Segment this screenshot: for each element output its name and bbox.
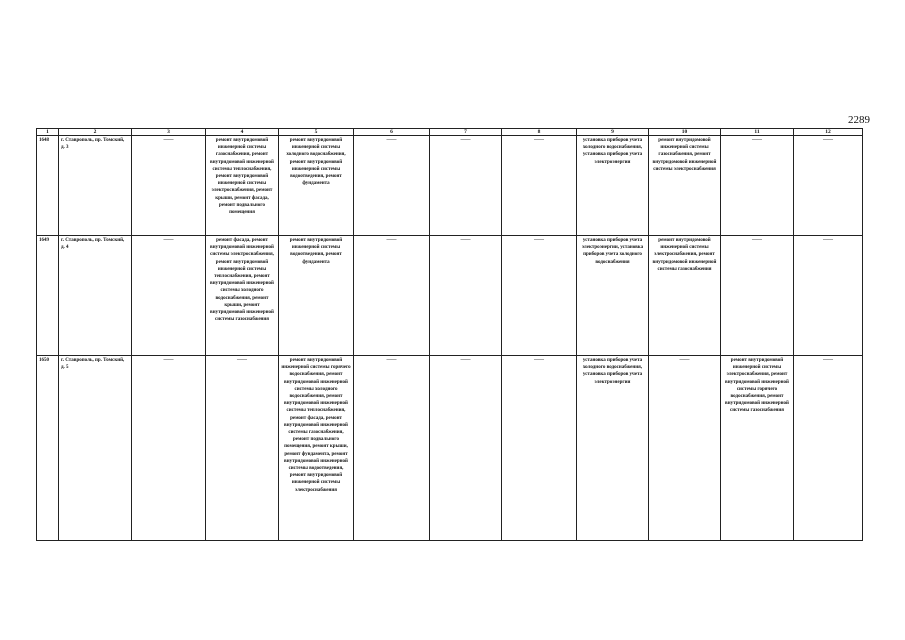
works-cell: ремонт фасада, ремонт внутридомовой инженерной системы электроснабжения, ремонт внутридомовой инженерной системы теплоснабжения, ремонт внутридомовой инженерной системы холодного водоснабжения, ремонт крыши, ремонт внутридомовой инженерной системы газоснабжения (206, 236, 279, 356)
empty-dash-cell: —— (430, 356, 502, 541)
empty-dash-cell: —— (794, 136, 863, 236)
column-header: 5 (279, 129, 354, 136)
table-row (37, 356, 863, 541)
table-row (37, 236, 863, 356)
works-cell: установка приборов учета электроэнергии, установка приборов учета холодного водоснабжения (577, 236, 649, 356)
empty-dash-cell: —— (721, 136, 794, 236)
column-header: 10 (649, 129, 721, 136)
empty-dash-cell: —— (206, 356, 279, 541)
page-number: 2289 (848, 114, 870, 126)
empty-dash-cell: —— (502, 356, 577, 541)
row-number: 1650 (37, 356, 59, 541)
works-cell: ремонт внутридомовой инженерной системы электроснабжения, ремонт внутридомовой инженерной системы газоснабжения (649, 236, 721, 356)
column-header: 4 (206, 129, 279, 136)
works-cell: ремонт внутридомовой инженерной системы холодного водоснабжения, ремонт внутридомовой инженерной системы водоотведения, ремонт фундамента (279, 136, 354, 236)
row-number: 1648 (37, 136, 59, 236)
column-header: 3 (132, 129, 206, 136)
works-cell: ремонт внутридомовой инженерной системы газоснабжения, ремонт внутридомовой инженерной системы теплоснабжения, ремонт внутридомовой инженерной системы электроснабжения, ремонт крыши, ремонт фасада, ремонт подвального помещения (206, 136, 279, 236)
empty-dash-cell: —— (502, 236, 577, 356)
empty-dash-cell: —— (132, 356, 206, 541)
works-cell: ремонт внутридомовой инженерной системы водоотведения, ремонт фундамента (279, 236, 354, 356)
column-header: 8 (502, 129, 577, 136)
empty-dash-cell: —— (132, 136, 206, 236)
empty-dash-cell: —— (649, 356, 721, 541)
empty-dash-cell: —— (430, 136, 502, 236)
address-cell: г. Ставрополь, пр. Томский, д. 4 (59, 236, 132, 356)
empty-dash-cell: —— (354, 356, 430, 541)
column-header: 9 (577, 129, 649, 136)
address-cell: г. Ставрополь, пр. Томский, д. 5 (59, 356, 132, 541)
empty-dash-cell: —— (794, 236, 863, 356)
column-header: 11 (721, 129, 794, 136)
empty-dash-cell: —— (354, 136, 430, 236)
column-header: 2 (59, 129, 132, 136)
works-cell: ремонт внутридомовой инженерной системы электроснабжения, ремонт внутридомовой инженерной системы горячего водоснабжения, ремонт внутридомовой инженерной системы газоснабжения (721, 356, 794, 541)
column-header: 7 (430, 129, 502, 136)
column-number-row (37, 129, 863, 136)
empty-dash-cell: —— (354, 236, 430, 356)
empty-dash-cell: —— (721, 236, 794, 356)
works-cell: ремонт внутридомовой инженерной системы газоснабжения, ремонт внутридомовой инженерной системы электроснабжения (649, 136, 721, 236)
column-header: 6 (354, 129, 430, 136)
column-header: 12 (794, 129, 863, 136)
register-table (36, 128, 863, 541)
empty-dash-cell: —— (430, 236, 502, 356)
works-cell: ремонт внутридомовой инженерной системы горячего водоснабжения, ремонт внутридомовой инженерной системы холодного водоснабжения, ремонт внутридомовой инженерной системы теплоснабжения, ремонт фасада, ремонт внутридомовой инженерной системы газоснабжения, ремонт подвального помещения, ремонт крыши, ремонт фундамента, ремонт внутридомовой инженерной системы водоотведения, ремонт внутридомовой инженерной системы электроснабжения (279, 356, 354, 541)
empty-dash-cell: —— (132, 236, 206, 356)
works-cell: установка приборов учета холодного водоснабжения, установка приборов учета электроэнергии (577, 136, 649, 236)
address-cell: г. Ставрополь, пр. Томский, д. 3 (59, 136, 132, 236)
column-header: 1 (37, 129, 59, 136)
row-number: 1649 (37, 236, 59, 356)
empty-dash-cell: —— (502, 136, 577, 236)
table-row (37, 136, 863, 236)
works-cell: установка приборов учета холодного водоснабжения, установка приборов учета электроэнергии (577, 356, 649, 541)
empty-dash-cell: —— (794, 356, 863, 541)
